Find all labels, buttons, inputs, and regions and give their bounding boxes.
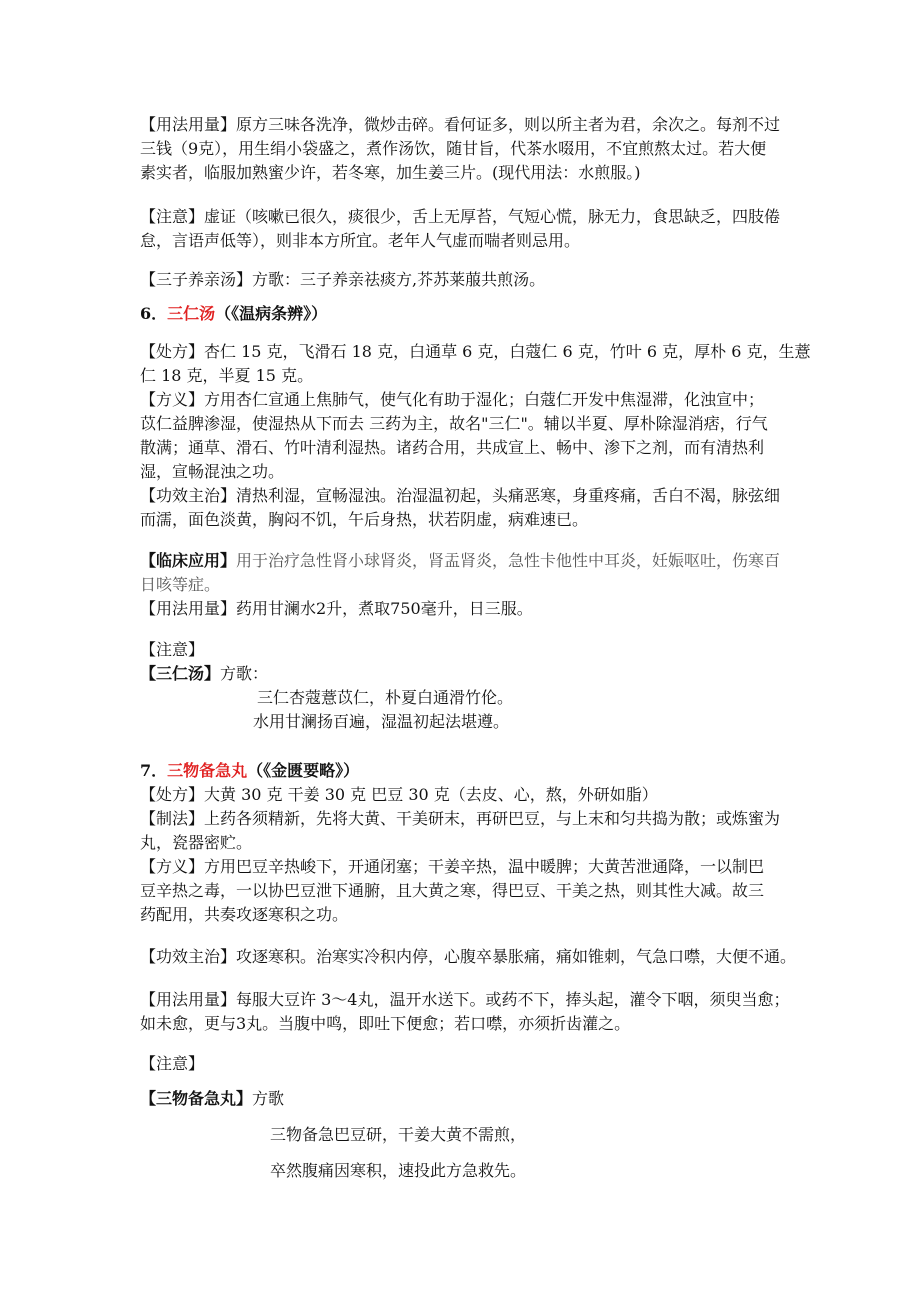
usage-line-1: 【用法用量】原方三味各洗净，微炒击碎。看何证多，则以所主者为君，余次之。每剂不过: [140, 115, 781, 134]
section-heading-6: [140, 302, 327, 326]
song-verse-1: 三仁杏蔻薏苡仁，朴夏白通滑竹伦。: [257, 688, 514, 707]
efficacy-line-1: 【功效主治】清热利湿，宣畅湿浊。治湿温初起，头痛恶寒，身重疼痛，舌白不渴，脉弦细: [140, 486, 781, 505]
clinical-text: 用于治疗急性肾小球肾炎，肾盂肾炎，急性卡他性中耳炎，妊娠呕吐，伤寒百: [236, 551, 781, 570]
prescription-line-1: 【处方】杏仁 15 克，飞滑石 18 克，白通草 6 克，白蔻仁 6 克，竹叶 6 克，厚朴 6 克，生薏: [140, 342, 811, 361]
usage-line-2: 三钱（9克），用生绢小袋盛之，煮作汤饮，随甘旨，代茶水啜用，不宜煎熬太过。若大便: [140, 139, 767, 158]
song-verse-1: 三物备急巴豆研，干姜大黄不需煎，: [270, 1125, 527, 1144]
preparation-line-1: 【制法】上药各须精新，先将大黄、干美研末，再研巴豆，与上末和匀共捣为散；或炼蜜为: [140, 809, 781, 828]
clinical-line-2: 日咳等症。: [140, 575, 221, 594]
meaning-line-2: 苡仁益脾渗湿，使湿热从下而去 三药为主，故名"三仁"。辅以半夏、厚朴除湿消痞，行气: [140, 414, 768, 433]
caution-line-1: 【注意】虚证（咳嗽已很久，痰很少，舌上无厚苔，气短心慌，脉无力，食思缺乏，四肢倦: [140, 207, 781, 226]
prescription-line: 【处方】大黄 30 克 干姜 30 克 巴豆 30 克（去皮、心，熬，外研如脂）: [140, 785, 658, 804]
song-suffix: 方歌：: [220, 664, 269, 683]
efficacy-line-2: 而濡，面色淡黄，胸闷不饥，午后身热，状若阴虚，病难速已。: [140, 510, 589, 529]
meaning-line-1: 【方义】方用杏仁宣通上焦肺气，使气化有助于湿化；白蔻仁开发中焦湿滞，化浊宣中；: [140, 390, 765, 409]
meaning-line-4: 湿，宣畅混浊之功。: [140, 462, 285, 481]
song-heading: [140, 1087, 284, 1111]
caution-label: 【注意】: [140, 1054, 205, 1073]
usage-line-2: 如未愈，更与3丸。当腹中鸣，即吐下便愈；若口噤，亦须折齿灌之。: [140, 1014, 631, 1033]
meaning-line-2: 豆辛热之毒，一以协巴豆泄下通腑，且大黄之寒，得巴豆、干美之热，则其性大减。故三: [140, 881, 765, 900]
caution-line-2: 怠，言语声低等），则非本方所宜。老年人气虚而喘者则忌用。: [140, 231, 581, 250]
formula-name: 三仁汤: [167, 304, 216, 323]
section-heading-7: [140, 759, 359, 783]
preparation-line-2: 丸，瓷器密贮。: [140, 833, 253, 852]
song-verse-2: 卒然腹痛因寒积，速投此方急救先。: [270, 1161, 527, 1180]
clinical-line-1: [140, 549, 780, 573]
clinical-label: 【临床应用】: [140, 551, 237, 570]
formula-source: （《温病条辨》）: [215, 304, 328, 323]
meaning-line-3: 药配用，共奏攻逐寒积之功。: [140, 905, 349, 924]
formula-source: （《金匮要略》）: [247, 761, 360, 780]
meaning-line-1: 【方义】方用巴豆辛热峻下，开通闭塞；干姜辛热，温中暖脾；大黄苦泄通降，一以制巴: [140, 857, 765, 876]
song-verse-2: 水用甘澜扬百遍，湿温初起法堪遵。: [253, 712, 510, 731]
usage-line-3: 素实者，临服加熟蜜少许，若冬寒，加生姜三片。(现代用法：水煎服。): [140, 163, 641, 182]
song-label: 【三仁汤】: [140, 664, 221, 683]
usage-line: 【用法用量】药用甘澜水2升，煮取750毫升，日三服。: [140, 599, 533, 618]
prescription-line-2: 仁 18 克，半夏 15 克。: [140, 366, 314, 385]
usage-line-1: 【用法用量】每服大豆许 3～4丸，温开水送下。或药不下，捧头起，灌令下咽，须臾当愈；: [140, 990, 790, 1009]
formula-song: 【三子养亲汤】方歌：三子养亲祛痰方,芥苏莱菔共煎汤。: [140, 270, 546, 289]
caution-label: 【注意】: [140, 640, 205, 659]
section-number: 7．: [140, 761, 168, 780]
song-heading: [140, 662, 268, 686]
efficacy-line: 【功效主治】攻逐寒积。治寒实冷积内停，心腹卒暴胀痛，痛如锥刺，气急口噤，大便不通。: [140, 947, 797, 966]
formula-name: 三物备急丸: [167, 761, 248, 780]
song-label: 【三物备急丸】: [140, 1089, 253, 1108]
meaning-line-3: 散满；通草、滑石、竹叶清利湿热。诸药合用，共成宣上、畅中、渗下之剂，而有清热利: [140, 438, 765, 457]
song-suffix: 方歌: [252, 1089, 285, 1108]
section-number: 6．: [140, 304, 168, 323]
